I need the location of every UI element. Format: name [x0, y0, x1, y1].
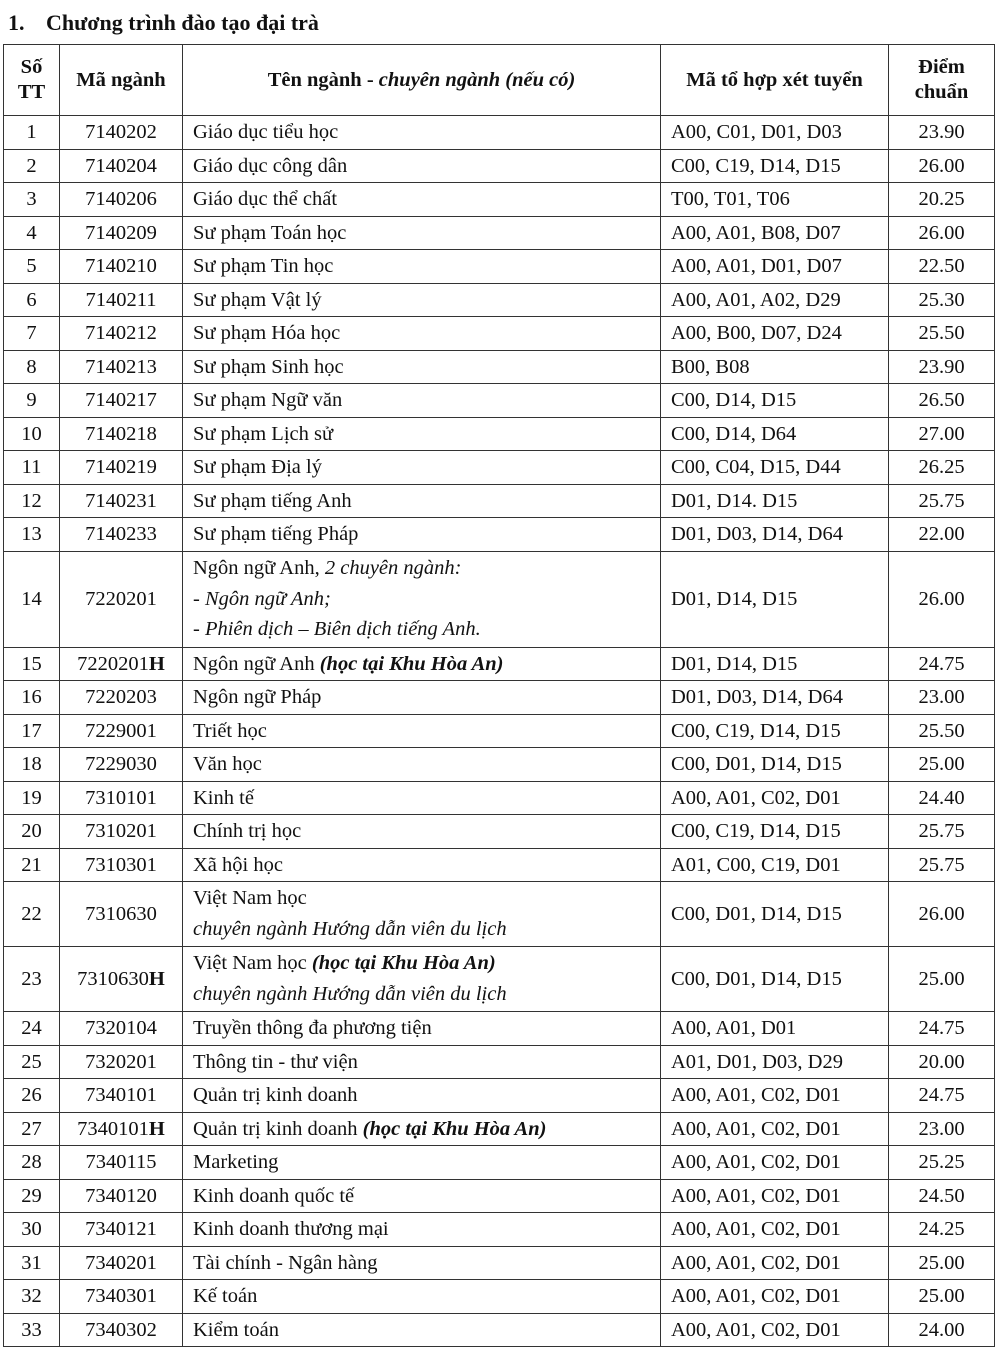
- table-row: [4, 417, 995, 451]
- cell-stt: 4: [4, 216, 60, 250]
- major-code: 7340302: [85, 1318, 157, 1341]
- major-name: Xã hội học: [193, 853, 283, 876]
- table-row: [4, 484, 995, 518]
- cell-name: [183, 848, 661, 882]
- cell-combo: C00, C19, D14, D15: [661, 149, 889, 183]
- table-row: [4, 350, 995, 384]
- cell-stt: 6: [4, 283, 60, 317]
- cell-stt: 23: [4, 947, 60, 1012]
- cell-combo: A00, A01, D01, D07: [661, 250, 889, 284]
- cell-score: 23.90: [889, 350, 995, 384]
- cell-code: [60, 647, 183, 681]
- cell-score: 22.50: [889, 250, 995, 284]
- major-name: Việt Nam học: [193, 952, 312, 974]
- major-name: Sư phạm Hóa học: [193, 322, 341, 345]
- table-row: [4, 149, 995, 183]
- cell-stt: 5: [4, 250, 60, 284]
- cell-combo: D01, D14. D15: [661, 484, 889, 518]
- cell-name: [183, 1045, 661, 1079]
- major-code-suffix: H: [148, 967, 165, 990]
- cell-combo: A00, A01, C02, D01: [661, 781, 889, 815]
- table-row: [4, 216, 995, 250]
- major-name: Marketing: [193, 1151, 279, 1174]
- cell-code: [60, 1179, 183, 1213]
- cell-code: [60, 183, 183, 217]
- cell-combo: D01, D14, D15: [661, 647, 889, 681]
- cell-stt: 22: [4, 882, 60, 947]
- cell-stt: 3: [4, 183, 60, 217]
- cell-stt: 14: [4, 551, 60, 647]
- cell-stt: 17: [4, 714, 60, 748]
- cell-name: [183, 283, 661, 317]
- cell-stt: 18: [4, 748, 60, 782]
- cell-name: [183, 1012, 661, 1046]
- cell-stt: 30: [4, 1213, 60, 1247]
- cell-name: [183, 384, 661, 418]
- cell-code: [60, 848, 183, 882]
- major-code: 7140213: [85, 355, 157, 378]
- table-row: [4, 1313, 995, 1347]
- cell-stt: 16: [4, 681, 60, 715]
- cell-name: [183, 551, 661, 647]
- cell-name: [183, 484, 661, 518]
- cell-combo: D01, D03, D14, D64: [661, 518, 889, 552]
- table-row: [4, 1079, 995, 1113]
- table-row: [4, 116, 995, 150]
- cell-code: [60, 451, 183, 485]
- cell-code: [60, 781, 183, 815]
- cell-name: [183, 1146, 661, 1180]
- cell-name: [183, 350, 661, 384]
- header-combo: Mã tổ hợp xét tuyển: [661, 45, 889, 116]
- cell-score: 24.75: [889, 647, 995, 681]
- cell-combo: C00, C19, D14, D15: [661, 815, 889, 849]
- major-code: 7220203: [85, 686, 157, 709]
- major-code-suffix: H: [148, 1117, 165, 1140]
- major-code: 7140212: [85, 322, 157, 345]
- cell-code: [60, 250, 183, 284]
- major-name: Ngôn ngữ Anh: [193, 652, 320, 675]
- cell-combo: A00, A01, C02, D01: [661, 1146, 889, 1180]
- cell-score: 25.00: [889, 947, 995, 1012]
- cell-stt: 27: [4, 1112, 60, 1146]
- cell-name: [183, 1213, 661, 1247]
- cell-combo: D01, D14, D15: [661, 551, 889, 647]
- cell-name: [183, 1112, 661, 1146]
- cell-stt: 12: [4, 484, 60, 518]
- cell-combo: C00, C19, D14, D15: [661, 714, 889, 748]
- cell-name: [183, 417, 661, 451]
- major-code: 7310301: [85, 853, 157, 876]
- cell-code: [60, 1280, 183, 1314]
- major-code: 7310101: [85, 786, 157, 809]
- major-name: Kiểm toán: [193, 1318, 279, 1341]
- cell-name: [183, 1280, 661, 1314]
- table-row: [4, 1012, 995, 1046]
- major-code: 7220201: [85, 587, 157, 610]
- major-code: 7140206: [85, 188, 157, 211]
- cell-stt: 2: [4, 149, 60, 183]
- cell-score: 25.30: [889, 283, 995, 317]
- cell-stt: 10: [4, 417, 60, 451]
- cell-code: [60, 1313, 183, 1347]
- cell-name: [183, 882, 661, 947]
- cell-score: 27.00: [889, 417, 995, 451]
- section-number: 1.: [8, 10, 25, 35]
- cell-combo: A00, A01, C02, D01: [661, 1246, 889, 1280]
- table-row: [4, 1112, 995, 1146]
- specialization-1: - Ngôn ngữ Anh;: [193, 587, 331, 610]
- cell-name: [183, 1246, 661, 1280]
- header-name: Tên ngành - chuyên ngành (nếu có): [183, 45, 661, 116]
- major-code: 7140217: [85, 389, 157, 412]
- cell-score: 25.50: [889, 317, 995, 351]
- cell-code: [60, 1045, 183, 1079]
- campus-note: (học tại Khu Hòa An): [362, 1117, 547, 1140]
- cell-stt: 32: [4, 1280, 60, 1314]
- major-name: Văn học: [193, 753, 262, 776]
- cell-combo: A01, D01, D03, D29: [661, 1045, 889, 1079]
- cell-score: 23.00: [889, 1112, 995, 1146]
- major-code: 7340121: [85, 1218, 157, 1241]
- specialization: chuyên ngành Hướng dẫn viên du lịch: [193, 983, 507, 1005]
- major-code: 7140209: [85, 221, 157, 244]
- major-code: 7340115: [85, 1151, 157, 1174]
- cell-combo: T00, T01, T06: [661, 183, 889, 217]
- major-name: Truyền thông đa phương tiện: [193, 1017, 432, 1040]
- cell-code: [60, 283, 183, 317]
- table-row: [4, 1146, 995, 1180]
- major-name: Quản trị kinh doanh: [193, 1117, 363, 1140]
- cell-name: [183, 1313, 661, 1347]
- specialization-2: - Phiên dịch – Biên dịch tiếng Anh.: [193, 618, 481, 641]
- cell-code: [60, 1079, 183, 1113]
- cell-stt: 13: [4, 518, 60, 552]
- major-name: Thông tin - thư viện: [193, 1050, 358, 1073]
- cell-stt: 31: [4, 1246, 60, 1280]
- cell-score: 24.50: [889, 1179, 995, 1213]
- cell-code: [60, 714, 183, 748]
- cell-score: 24.25: [889, 1213, 995, 1247]
- cell-score: 25.00: [889, 1280, 995, 1314]
- major-name: Sư phạm Lịch sử: [193, 422, 334, 445]
- major-name: Ngôn ngữ Pháp: [193, 686, 322, 709]
- cell-name: [183, 748, 661, 782]
- major-name: Kế toán: [193, 1285, 258, 1308]
- cell-name: [183, 947, 661, 1012]
- major-code: 7229001: [85, 719, 157, 742]
- cell-name: [183, 250, 661, 284]
- cell-score: 23.90: [889, 116, 995, 150]
- major-name: Giáo dục tiểu học: [193, 121, 339, 144]
- table-row: [4, 1179, 995, 1213]
- major-code: 7140233: [85, 523, 157, 546]
- cell-name: [183, 681, 661, 715]
- cell-score: 26.00: [889, 882, 995, 947]
- cell-code: [60, 1213, 183, 1247]
- cell-stt: 25: [4, 1045, 60, 1079]
- cell-score: 25.50: [889, 714, 995, 748]
- cell-combo: A00, A01, C02, D01: [661, 1112, 889, 1146]
- cell-stt: 28: [4, 1146, 60, 1180]
- section-heading: [8, 8, 319, 38]
- table-row: [4, 1213, 995, 1247]
- cell-combo: C00, D14, D64: [661, 417, 889, 451]
- cell-name: [183, 451, 661, 485]
- cell-score: 20.00: [889, 1045, 995, 1079]
- major-name-note: 2 chuyên ngành:: [324, 557, 462, 580]
- major-code: 7310630: [85, 902, 157, 925]
- major-name: Sư phạm Toán học: [193, 221, 347, 244]
- major-code: 7340101: [85, 1084, 157, 1107]
- cell-stt: 7: [4, 317, 60, 351]
- cell-code: [60, 149, 183, 183]
- major-name: Sư phạm Vật lý: [193, 288, 322, 311]
- cell-score: 26.00: [889, 551, 995, 647]
- major-code: 7320104: [85, 1017, 157, 1040]
- cell-combo: A00, A01, C02, D01: [661, 1179, 889, 1213]
- major-code: 7320201: [85, 1050, 157, 1073]
- cell-name: [183, 183, 661, 217]
- cell-combo: A00, C01, D01, D03: [661, 116, 889, 150]
- major-code-base: 7340101: [77, 1117, 149, 1140]
- major-code-base: 7310630: [77, 967, 149, 990]
- major-code: 7140211: [85, 288, 157, 311]
- cell-stt: 1: [4, 116, 60, 150]
- table-row: [4, 947, 995, 1012]
- cell-combo: B00, B08: [661, 350, 889, 384]
- major-name: Sư phạm tiếng Anh: [193, 489, 352, 512]
- cell-stt: 24: [4, 1012, 60, 1046]
- cell-score: 24.40: [889, 781, 995, 815]
- specialization: chuyên ngành Hướng dẫn viên du lịch: [193, 918, 507, 940]
- cell-combo: C00, D01, D14, D15: [661, 882, 889, 947]
- major-code: 7140210: [85, 255, 157, 278]
- cell-score: 26.00: [889, 216, 995, 250]
- major-code: 7340201: [85, 1251, 157, 1274]
- table-row: [4, 250, 995, 284]
- cell-name: [183, 1179, 661, 1213]
- table-row: [4, 384, 995, 418]
- major-name: Sư phạm Địa lý: [193, 456, 322, 479]
- table-row: [4, 551, 995, 647]
- major-code: 7140231: [85, 489, 157, 512]
- cell-code: [60, 1112, 183, 1146]
- cell-combo: A00, A01, C02, D01: [661, 1079, 889, 1113]
- cell-name: [183, 714, 661, 748]
- cell-code: [60, 748, 183, 782]
- cell-code: [60, 484, 183, 518]
- cell-code: [60, 882, 183, 947]
- cell-code: [60, 681, 183, 715]
- table-row: [4, 815, 995, 849]
- table-row: [4, 748, 995, 782]
- cell-combo: C00, D01, D14, D15: [661, 748, 889, 782]
- cell-code: [60, 216, 183, 250]
- major-code: 7140202: [85, 121, 157, 144]
- major-code: 7140219: [85, 456, 157, 479]
- major-name: Giáo dục công dân: [193, 154, 348, 177]
- cell-score: 26.00: [889, 149, 995, 183]
- cell-score: 26.25: [889, 451, 995, 485]
- major-code: 7140218: [85, 422, 157, 445]
- cell-combo: C00, C04, D15, D44: [661, 451, 889, 485]
- major-code-suffix: H: [148, 652, 165, 675]
- cell-stt: 8: [4, 350, 60, 384]
- major-name: Sư phạm Ngữ văn: [193, 389, 343, 412]
- cell-code: [60, 815, 183, 849]
- cell-stt: 19: [4, 781, 60, 815]
- major-name: Ngôn ngữ Anh,: [193, 557, 325, 580]
- cell-combo: A00, A01, C02, D01: [661, 1313, 889, 1347]
- major-code: 7140204: [85, 154, 157, 177]
- cell-score: 24.75: [889, 1079, 995, 1113]
- header-code: Mã ngành: [60, 45, 183, 116]
- cell-stt: 33: [4, 1313, 60, 1347]
- cell-stt: 9: [4, 384, 60, 418]
- major-name: Giáo dục thể chất: [193, 188, 338, 211]
- header-score: Điểm chuẩn: [889, 45, 995, 116]
- major-code: 7310201: [85, 820, 157, 843]
- cell-combo: A00, B00, D07, D24: [661, 317, 889, 351]
- campus-note: (học tại Khu Hòa An): [319, 652, 504, 675]
- cell-code: [60, 1246, 183, 1280]
- cell-combo: A00, A01, C02, D01: [661, 1213, 889, 1247]
- cell-stt: 29: [4, 1179, 60, 1213]
- cell-combo: A00, A01, A02, D29: [661, 283, 889, 317]
- cell-stt: 26: [4, 1079, 60, 1113]
- cell-name: [183, 149, 661, 183]
- cell-score: 20.25: [889, 183, 995, 217]
- cell-name: [183, 216, 661, 250]
- major-code: 7340301: [85, 1285, 157, 1308]
- campus-note: (học tại Khu Hòa An): [311, 952, 496, 974]
- major-name: Kinh doanh quốc tế: [193, 1184, 355, 1207]
- table-header-row: [4, 45, 995, 116]
- cell-score: 25.00: [889, 748, 995, 782]
- cell-stt: 11: [4, 451, 60, 485]
- cell-name: [183, 815, 661, 849]
- cell-stt: 15: [4, 647, 60, 681]
- cell-combo: C00, D14, D15: [661, 384, 889, 418]
- cell-score: 25.75: [889, 848, 995, 882]
- cell-code: [60, 417, 183, 451]
- major-name: Tài chính - Ngân hàng: [193, 1251, 378, 1274]
- major-name: Triết học: [193, 719, 267, 742]
- cell-combo: A01, C00, C19, D01: [661, 848, 889, 882]
- cell-combo: C00, D01, D14, D15: [661, 947, 889, 1012]
- cell-score: 25.25: [889, 1146, 995, 1180]
- cell-score: 23.00: [889, 681, 995, 715]
- cell-combo: A00, A01, D01: [661, 1012, 889, 1046]
- cell-score: 22.00: [889, 518, 995, 552]
- major-name: Chính trị học: [193, 820, 302, 843]
- cell-score: 25.75: [889, 815, 995, 849]
- table-row: [4, 1045, 995, 1079]
- cell-name: [183, 1079, 661, 1113]
- table-row: [4, 183, 995, 217]
- cell-combo: A00, A01, B08, D07: [661, 216, 889, 250]
- major-code: 7229030: [85, 753, 157, 776]
- cell-score: 25.00: [889, 1246, 995, 1280]
- header-stt: Số TT: [4, 45, 60, 116]
- cell-code: [60, 1146, 183, 1180]
- cell-code: [60, 350, 183, 384]
- cell-code: [60, 551, 183, 647]
- cell-name: [183, 518, 661, 552]
- major-code: 7340120: [85, 1184, 157, 1207]
- table-row: [4, 681, 995, 715]
- cell-combo: D01, D03, D14, D64: [661, 681, 889, 715]
- cell-score: 24.75: [889, 1012, 995, 1046]
- table-row: [4, 1280, 995, 1314]
- major-name: Việt Nam học: [193, 887, 307, 909]
- cell-stt: 20: [4, 815, 60, 849]
- major-name: Sư phạm Sinh học: [193, 355, 344, 378]
- cell-stt: 21: [4, 848, 60, 882]
- table-row: [4, 451, 995, 485]
- cell-score: 24.00: [889, 1313, 995, 1347]
- cell-name: [183, 116, 661, 150]
- cell-combo: A00, A01, C02, D01: [661, 1280, 889, 1314]
- table-row: [4, 781, 995, 815]
- major-code-base: 7220201: [77, 652, 149, 675]
- cell-code: [60, 1012, 183, 1046]
- table-row: [4, 518, 995, 552]
- table-row: [4, 283, 995, 317]
- cell-code: [60, 947, 183, 1012]
- cell-code: [60, 116, 183, 150]
- major-name: Sư phạm Tin học: [193, 255, 334, 278]
- major-name: Sư phạm tiếng Pháp: [193, 523, 359, 546]
- table-row: [4, 714, 995, 748]
- cell-score: 26.50: [889, 384, 995, 418]
- section-title: Chương trình đào tạo đại trà: [46, 10, 319, 35]
- cell-name: [183, 317, 661, 351]
- cell-name: [183, 781, 661, 815]
- cell-score: 25.75: [889, 484, 995, 518]
- table-row: [4, 1246, 995, 1280]
- major-name: Kinh tế: [193, 786, 254, 809]
- cell-code: [60, 384, 183, 418]
- cell-code: [60, 518, 183, 552]
- cell-code: [60, 317, 183, 351]
- table-row: [4, 848, 995, 882]
- major-name: Kinh doanh thương mại: [193, 1218, 389, 1241]
- admission-scores-table: [3, 44, 995, 1347]
- table-row: [4, 882, 995, 947]
- table-row: [4, 647, 995, 681]
- table-row: [4, 317, 995, 351]
- cell-name: [183, 647, 661, 681]
- major-name: Quản trị kinh doanh: [193, 1084, 358, 1107]
